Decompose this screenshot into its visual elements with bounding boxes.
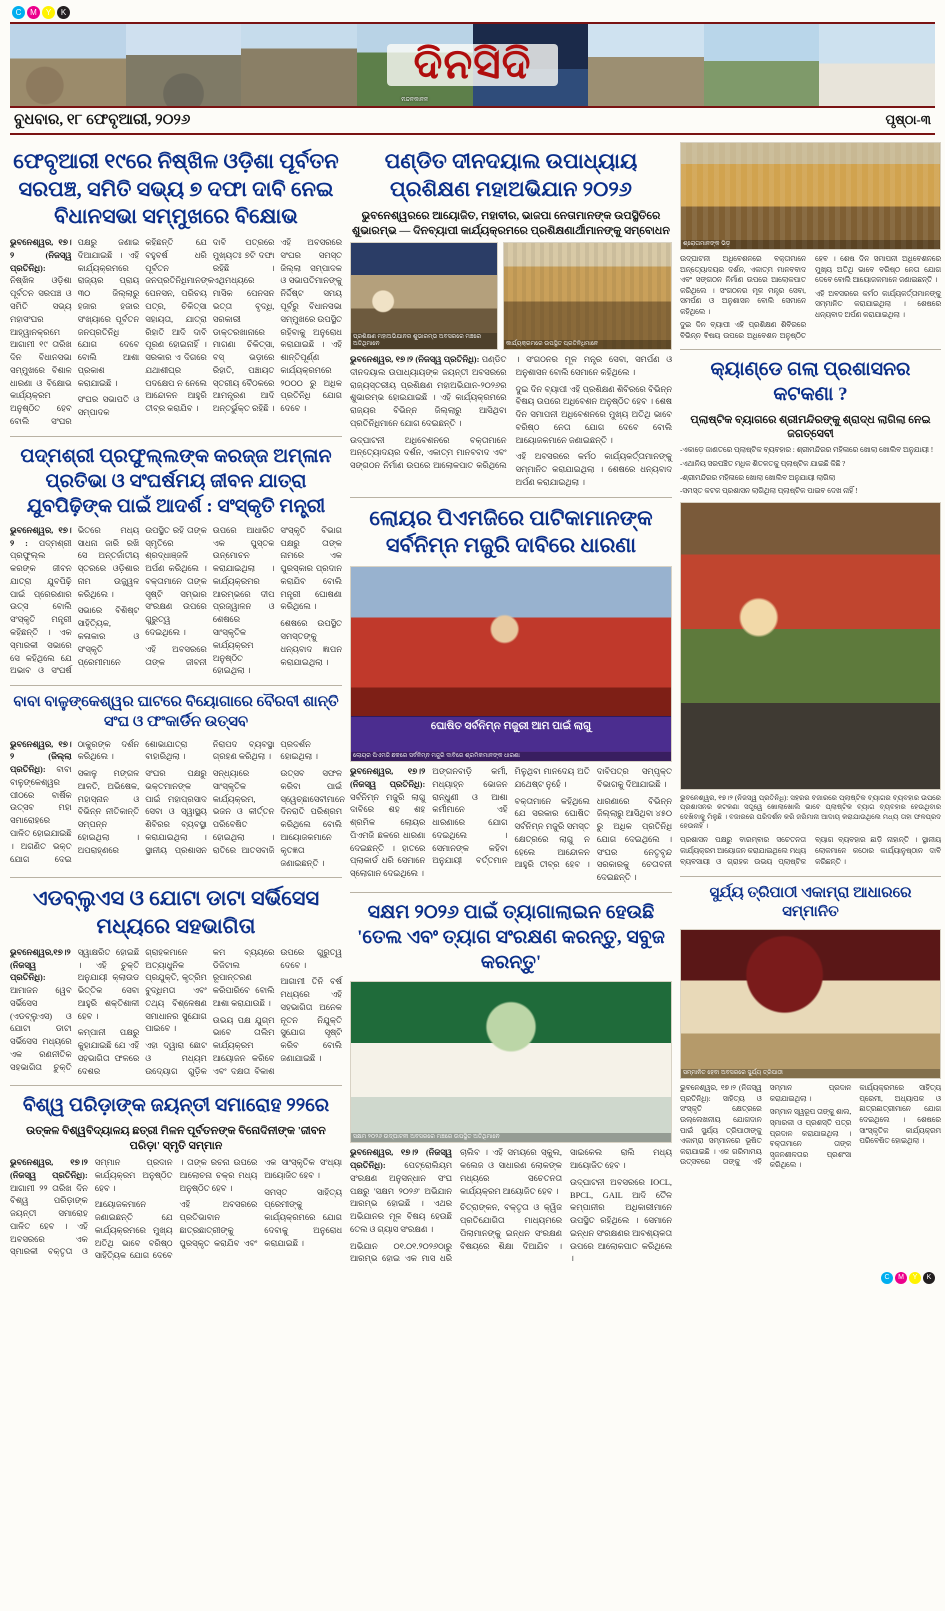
divider (10, 685, 342, 686)
market-plastic-photo (680, 502, 941, 790)
paragraph: ଉତ୍ସବ ସଫଳ କରିବା ପାଇଁ ସ୍ୱେଚ୍ଛାସେବୀମାନେ ଦିନରାତି ପରିଶ୍ରମ କରିଥିଲେ ବୋଲି ଆୟୋଜକମାନେ କୃତଜ୍ଞତା ଜଣାଇଛନ୍ତି । (280, 769, 345, 868)
masthead-photo-2 (126, 24, 242, 106)
divider (10, 436, 342, 437)
paragraph-text: ପଦ୍ମଶ୍ରୀ ପ୍ରଫୁଲ୍ଲ କରଙ୍କ ଜୀବନ ଯାତ୍ରା ଯୁବପିଢ଼ି ପାଇଁ ପ୍ରେରଣାର ଉତ୍ସ ବୋଲି ସଂସ୍କୃତି ମନ୍ତ୍ରୀ କହିଛନ୍ତି । ଏକ ସ୍ମାରକୀ ସଭାରେ ସେ କହିଥିଲେ ଯେ ଅଭାବ ଓ ସଂଘର୍ଷ ଭିତରେ ମଧ୍ୟ ସାଧନା ଜାରି ରଖି ସେ ଅନ୍ତର୍ଜାତୀୟ ସ୍ତରରେ ଓଡ଼ିଶାର ନାମ ଉଜ୍ଜ୍ୱଳ କରିଥିଲେ । (10, 525, 140, 676)
headline: ଲୋୟର ପିଏମଜିରେ ପାଟିକାମାନଙ୍କ ସର୍ବନିମ୍ନ ମଜୁରି ଦାବିରେ ଧାରଣା (369, 505, 653, 558)
cmyk-black-dot: K (57, 6, 70, 19)
photo-caption: କାର୍ଯ୍ୟକ୍ରମରେ ଉପସ୍ଥିତ ପ୍ରତିନିଧିମାନେ (504, 340, 671, 349)
saksham-dais-photo (350, 981, 672, 1143)
column-left (10, 142, 345, 1266)
dateline: ଭୁବନେଶ୍ୱର, ୧୭।୨ (ନିଜସ୍ୱ ପ୍ରତିନିଧି): (350, 355, 480, 365)
article-body (10, 947, 342, 1079)
masthead-photo-1 (10, 24, 126, 106)
headline: ସକ୍ଷମ ୨୦୨୬ ପାଇଁ ତ୍ୟାଗାଲାଇନ ହେଉଛି 'ତେଲ ଏବଂ ତ୍ୟାଗ ସଂରକ୍ଷଣ କରନ୍ତୁ, ସବୁଜ କରନ୍ତୁ' (357, 902, 665, 974)
masthead-photo-5 (473, 24, 589, 106)
masthead (10, 22, 935, 108)
cmyk-yellow-dot: Y (909, 1272, 921, 1284)
dindayal-continued (680, 254, 941, 342)
article-body (10, 1157, 342, 1263)
paragraph: ସମ୍ମାନ ସ୍ୱରୂପ ତାଙ୍କୁ ଶାଲ, ସ୍ମାରକୀ ଓ ପ୍ରଶସ୍ତି ପତ୍ର ପ୍ରଦାନ କରାଯାଇଥିଲା । ବକ୍ତାମାନେ ତାଙ୍କ ସୃଜନଶୀଳତାର ପ୍ରଶଂସା କରିଥିଲେ । (769, 1107, 852, 1170)
subheadline: ଉତ୍କଳ ବିଶ୍ୱବିଦ୍ୟାଳୟ ଛତ୍ରୀ ମିଳନ ପୂର୍ବତନଙ୍କ ବିନୋଦିନୀଙ୍କ 'ଜୀବନ ପରିଡ଼ା' ସ୍ମୃତି ସମ୍ମାନ (26, 1125, 326, 1152)
photo-caption: ସମ୍ମାନିତ ହେବା ଅବସରରେ ସୁର୍ଯ୍ୟ ତ୍ରିପାଠୀ (681, 1069, 940, 1078)
paragraph-text: ପେଟ୍ରୋଲିୟମ ସଂରକ୍ଷଣ ଅନୁସନ୍ଧାନ ସଂଘ ପକ୍ଷରୁ 'ସକ୍ଷମ ୨୦୨୬' ଅଭିଯାନ ଆରମ୍ଭ ହୋଇଛି । ଏଥର ଅଭିଯାନର ମୂଳ ବିଷୟ ହେଉଛି ତେଲ ଓ ଗ୍ୟାସ ସଂରକ୍ଷଣ । (350, 1161, 452, 1234)
headline: ଏଡବ୍ଲୁଏସ ଓ ଯୋଟା ଡାଟା ସର୍ଭିସେସ ମଧ୍ୟରେ ସହଭାଗିତା (32, 886, 320, 939)
paragraph: ଏହା ଦ୍ୱାରା ଛୋଟ ଓ ମଧ୍ୟମ ଉଦ୍ୟୋଗ ଗୁଡ଼ିକ କମ ବ୍ୟୟରେ ଡିଜିଟାଲ ରୂପାନ୍ତରଣ କରିପାରିବେ ବୋଲି ଆଶା କରାଯାଉଛି । (145, 947, 275, 1076)
paragraph (350, 1147, 452, 1236)
article-body (680, 835, 941, 868)
article-world-radio (10, 1093, 342, 1263)
divider (10, 1085, 342, 1086)
photo-caption: ଲୋୟର ପିଏମଜି ଛକରେ ସର୍ବନିମ୍ନ ମଜୁରି ଦାବିରେ ଶ୍ରମିକମାନଙ୍କ ଧାରଣା (351, 752, 671, 761)
bullet-item: -ଶ୍ରୀମନ୍ଦିରର ମହିଳାରେ ଖୋଲା ଖୋଲିବ ଅନୁଯାୟୀ ଲାଗିଲା (680, 472, 836, 482)
dateline: ଭୁବନେଶ୍ୱର, ୧୭।୨ (ନିଜସ୍ୱ ପ୍ରତିନିଧି): (350, 1148, 452, 1171)
article-youth (10, 444, 342, 678)
paragraph: ଏହି ଅବସରରେ ତାଙ୍କ ଜୀବନୀ ଉପରେ ଆଧାରିତ ଏକ ପୁସ୍ତକ ଉନ୍ମୋଚନ କରାଯାଇଥିଲା । କାର୍ଯ୍ୟକ୍ରମର ଆରମ୍ଭରେ ଦୀପ ପ୍ରଜ୍ୱାଳନ ଓ ଶେଷରେ ସାଂସ୍କୃତିକ କାର୍ଯ୍ୟକ୍ରମ ଅନୁଷ୍ଠିତ ହୋଇଥିଲା । (145, 525, 275, 676)
dateline: ଭୁବନେଶ୍ୱର, ୧୭।୨ (ନିଜସ୍ୱ ପ୍ରତିନିଧି): (10, 1158, 88, 1180)
paragraph: ଏହି ଅବସରରେ ପ୍ରତିଭାବାନ ଛାତ୍ରଛାତ୍ରୀଙ୍କୁ ପୁରସ୍କୃତ କରାଯିବ ଏବଂ ଏକ ସାଂସ୍କୃତିକ ସଂଧ୍ୟା ଆୟୋଜିତ ହେବ । (179, 1158, 342, 1248)
article-tripathi (680, 884, 941, 1171)
divider (10, 877, 342, 878)
bullet-item: -ସମସ୍ତ କଟକ ପ୍ରଶାସନ ଲାଗିଥିଲା ପ୍ଲାଷ୍ଟିକ ପାଇବ ଦେଖ ନାହିଁ ! (680, 486, 858, 496)
protest-photo (350, 566, 672, 762)
paragraph: ସମସ୍ତ ସାହିତ୍ୟ ପ୍ରେମୀଙ୍କୁ କାର୍ଯ୍ୟକ୍ରମରେ ଯୋଗ ଦେବାକୁ ଅନୁରୋଧ କରାଯାଇଛି । (264, 1187, 342, 1248)
article-baba (10, 693, 345, 870)
paragraph: କମ୍ପାନୀ ପକ୍ଷରୁ କୁହାଯାଇଛି ଯେ ଏହି ସହଭାଗିତା ଫଳରେ ଦେଶର ଗ୍ରାହକମାନେ ଅତ୍ୟାଧୁନିକ ପ୍ରଯୁକ୍ତି, କୃତ୍ରିମ ବୁଦ୍ଧିମତା ଏବଂ ତଥ୍ୟ ବିଶ୍ଳେଷଣ ସମାଧାନର ସୁଯୋଗ ପାଇବେ । (77, 947, 207, 1076)
paragraph (350, 354, 507, 431)
paragraph: ସଂସ୍କୃତି ବିଭାଗ ପକ୍ଷରୁ ତାଙ୍କ ନାମରେ ଏକ ପୁରସ୍କାର ପ୍ରଦାନ କରାଯିବ ବୋଲି ମନ୍ତ୍ରୀ ଘୋଷଣା କରିଥିଲେ । (280, 525, 342, 612)
felicitation-photo (680, 929, 941, 1079)
paragraph: ଏହି ଅବସରରେ କର୍ମଠ କାର୍ଯ୍ୟକର୍ତ୍ତାମାନଙ୍କୁ ସମ୍ମାନିତ କରାଯାଇଥିଲା । ଶେଷରେ ଧନ୍ୟବାଦ ଅର୍ପଣ କରାଯାଇଥିଲା । (815, 288, 941, 319)
article-body (350, 1147, 672, 1266)
article-lower-pmg (350, 505, 672, 885)
paragraph: ସନ୍ଧ୍ୟାରେ ସାଂସ୍କୃତିକ କାର୍ଯ୍ୟକ୍ରମ, ଭଜନ ଓ କୀର୍ତ୍ତନ ପରିବେଷିତ ହୋଇଥିଲା । ରାତିରେ ଆତସବାଜି ପ୍ରଦର୍ଶନ ହୋଇଥିଲା । (212, 739, 318, 855)
bullet-item: -ଏଥାନିୟ ସରପଞ୍ଚିତ ମଧିକ ଶିତଳତକୁ ପ୍ଲାଷ୍ଟିକ ଯାଇଛି କିଛି ? (680, 458, 846, 468)
paragraph: ଅଙ୍ଗନବାଡ଼ି କର୍ମୀ, ମଧ୍ୟାହ୍ନ ଭୋଜନ ରାନ୍ଧୁଣୀ ଓ ଆଶା କର୍ମୀମାନେ ଏହି ଧାରଣାରେ ଯୋଗ ଦେଇଥିଲେ । ସେମାନଙ୍କ କହିବା ଅନୁଯାୟୀ ବର୍ତ୍ତମାନ ମିଳୁଥିବା ମାନଦେୟ ଅତି ଯଥେଷ୍ଟ ନୁହେଁ । (432, 767, 590, 866)
paragraph-text: ପଣ୍ଡିତ ଦୀନଦୟାଲ ଉପାଧ୍ୟାୟଙ୍କ ଜୟନ୍ତୀ ଅବସରରେ ରାଜ୍ୟସ୍ତରୀୟ ପ୍ରଶିକ୍ଷଣ ମହାଅଭିଯାନ-୨୦୨୬ର ଶୁଭାରମ୍ଭ ହୋଇଯାଇଛି । ଏହି କାର୍ଯ୍ୟକ୍ରମରେ ରାଜ୍ୟର ବିଭିନ୍ନ ଜିଲ୍ଲାରୁ ଆସିଥିବା ପ୍ରତିନିଧିମାନେ ଯୋଗ ଦେଇଛନ୍ତି । (350, 355, 507, 428)
bullet-item: -ଏକାଡ଼େ ଜାଣତରେ ପ୍ଲାଷ୍ଟିକ ବ୍ୟବହାର : ଶ୍ରୀମନ୍ଦିରର ମହିଳାରେ ଖୋଲା ଖୋଲିବ ଅନୁଯାୟୀ ! (680, 445, 934, 455)
dateline: ଭୁବନେଶ୍ୱର, ୧୭।୨ (ନିଜସ୍ୱ ପ୍ରତିନିଧି): (350, 767, 426, 789)
paragraph: ଦାବି ପତ୍ରରେ ମୁଖ୍ୟତଃ ୭ଟି ଦଫା ରହିଛି । ଏଥିମଧ୍ୟରେ ମାସିକ ପେନସନ ଭତ୍ତା ବୃଦ୍ଧି, ସରକାରୀ ଡାକ୍ତରଖାନାରେ ମାଗଣା ଚିକିତ୍ସା, ବସ୍ ଭଡ଼ାରେ ରିହାତି, ପଞ୍ଚାୟତ ସ୍ତରୀୟ ବୈଠକରେ ଆମନ୍ତ୍ରଣ ଆଦି ଅନ୍ତର୍ଭୁକ୍ତ ରହିଛି । (212, 238, 275, 414)
audience-photo-2 (680, 142, 941, 250)
paragraph (350, 766, 425, 881)
subheadline: ପ୍ଲାଷ୍ଟିକ ବ୍ୟାଗରେ ଶ୍ରୀମନ୍ଦିରଙ୍କୁ ଶ୍ରାଦ୍ଧ ଲାଗିଲା ନେଇ ଜଗତ୍‌ସେବୀ (690, 413, 931, 441)
cmyk-magenta-dot: M (27, 6, 40, 19)
column-middle (350, 142, 672, 1266)
photo-caption: ପ୍ରଶିକ୍ଷଣ ମହାଅଭିଯାନର ଶୁଭାରମ୍ଭ ଅବସରରେ ମଞ୍ଚରେ ଅତିଥିମାନେ (351, 333, 497, 349)
dateline-bar (10, 108, 935, 135)
subheadline: ଭୁବନେଶ୍ୱରରେ ଆୟୋଜିତ, ମହାବୀର, ଭାଜପା ନେତାମାନଙ୍କ ଉପସ୍ଥିତିରେ ଶୁଭାରମ୍ଭ — ଦିନବ୍ୟାପୀ କାର୍ଯ୍ୟକ୍ରମରେ ପ୍ରଶିକ୍ଷଣାର୍ଥୀମାନଙ୍କୁ ସମ୍ବୋଧନ (352, 210, 670, 237)
paragraph: ଅଭିଯାନ ୦୧.୦୧.୨୦୨୬ଠାରୁ ଆରମ୍ଭ ହୋଇ ଏକ ମାସ ଧରି ଚାଲିବ । ଏହି ସମୟରେ ସ୍କୁଲ, କଲେଜ ଓ ସାଧାରଣ ଲୋକଙ୍କ ମଧ୍ୟରେ ସଚେତନତା କାର୍ଯ୍ୟକ୍ରମ ଆୟୋଜିତ ହେବ । (350, 1148, 562, 1264)
paragraph: ଉଦ୍‌ଘାଟନୀ ଅଧିବେଶନରେ ବକ୍ତାମାନେ ଅନ୍ତ୍ୟୋଦୟର ଦର୍ଶନ, ଏକାତ୍ମ ମାନବବାଦ ଏବଂ ସଙ୍ଗଠନ ନିର୍ମାଣ ଉପରେ ଆଲୋକପାତ କରିଥିଲେ । ସଂଗଠନର ମୂଳ ମନ୍ତ୍ର ସେବା, ସମର୍ପଣ ଓ ଅନୁଶାସନ ବୋଲି ସେମାନେ କହିଥିଲେ । (350, 355, 672, 471)
cmyk-cyan-dot: C (881, 1272, 893, 1284)
cmyk-registration-marks-top (12, 6, 935, 19)
cmyk-registration-marks-bottom (10, 1272, 935, 1284)
dateline: ଭୁବନେଶ୍ୱର, ୧୭।୨ (ଜିଲ୍ଲା ପ୍ରତିନିଧି): (10, 739, 72, 775)
headline: ସୁର୍ଯ୍ୟ ତ୍ରିପାଠୀ ଏକାମ୍ରା ଆଧାରରେ ସମ୍ମାନିତ (709, 884, 912, 921)
paragraph-text: ବାବା ବାଳୁଙ୍କେଶ୍ୱର ପୀଠରେ ବାର୍ଷିକ ଉତ୍ସବ ମହା ସମାରୋହରେ ପାଳିତ ହୋଇଯାଇଛି । ଅଗଣିତ ଭକ୍ତ ଯୋଗ ଦେଇ ଠାକୁରଙ୍କ ଦର୍ଶନ କରିଥିଲେ । (10, 739, 140, 864)
paragraph: ଦୁଇ ଦିନ ବ୍ୟାପୀ ଏହି ପ୍ରଶିକ୍ଷଣ ଶିବିରରେ ବିଭିନ୍ନ ବିଷୟ ଉପରେ ଅଧିବେଶନ ଅନୁଷ୍ଠିତ ହେବ । ଶେଷ ଦିନ ସମାପନୀ ଅଧିବେଶନରେ ମୁଖ୍ୟ ଅତିଥି ଭାବେ ବରିଷ୍ଠ ନେତା ଯୋଗ ଦେବେ ବୋଲି ଆୟୋଜକମାନେ ଜଣାଇଛନ୍ତି । (680, 254, 941, 341)
paragraph: ଆଗାମୀ ତିନି ବର୍ଷ ମଧ୍ୟରେ ଏହି ସହଭାଗିତା ଅନେକ ନୂତନ ନିଯୁକ୍ତି ସୁଯୋଗ ସୃଷ୍ଟି କରିବ ବୋଲି ଜଣାଯାଇଛି । (280, 977, 342, 1063)
paragraph: ଉଦ୍‌ଘାଟନୀ ଅଧିବେଶନରେ ବକ୍ତାମାନେ ଅନ୍ତ୍ୟୋଦୟର ଦର୍ଶନ, ଏକାତ୍ମ ମାନବବାଦ ଏବଂ ସଙ୍ଗଠନ ନିର୍ମାଣ ଉପରେ ଆଲୋକପାତ କରିଥିଲେ । ସଂଗଠନର ମୂଳ ମନ୍ତ୍ର ସେବା, ସମର୍ପଣ ଓ ଅନୁଶାସନ ବୋଲି ସେମାନେ କହିଥିଲେ । (680, 254, 806, 316)
masthead-photo-strip (10, 24, 935, 106)
paragraph: ଧାରଣାରେ ବିଭିନ୍ନ ଜିଲ୍ଲାରୁ ଆସିଥିବା ୪୫୦ ରୁ ଅଧିକ ପ୍ରତିନିଧି ଯୋଗ ଦେଇଥିଲେ । ସଂଘର ନେତୃବୃନ୍ଦ ସରକାରକୁ ଚେତାବନୀ ଦେଇଛନ୍ତି । (596, 796, 672, 883)
headline: ବିଶ୍ୱ ପରିଡ଼ାଙ୍କ ଜୟନ୍ତୀ ସମାରୋହ ୨୨ରେ (22, 1095, 330, 1117)
cmyk-cyan-dot: C (12, 6, 25, 19)
article-gas-day (350, 900, 672, 1266)
paragraph: ସଭାରେ ବିଶିଷ୍ଟ ସାହିତ୍ୟିକ, କଳାକାର ଓ ସଂସ୍କୃତି ପ୍ରେମୀମାନେ ଉପସ୍ଥିତ ରହି ତାଙ୍କ ସ୍ମୃତିରେ ଶ୍ରଦ୍ଧାଞ୍ଜଳି ଅର୍ପଣ କରିଥିଲେ । ବକ୍ତାମାନେ ତାଙ୍କ ସୃଷ୍ଟି ସମ୍ଭାର ସଂରକ୍ଷଣ ଉପରେ ଗୁରୁତ୍ୱ ଦେଇଥିଲେ । (77, 525, 207, 667)
dindayal-photo-row (350, 242, 672, 350)
masthead-photo-7 (704, 24, 820, 106)
paragraph: ଆୟୋଜକମାନେ ଜଣାଇଛନ୍ତି ଯେ କାର୍ଯ୍ୟକ୍ରମରେ ମୁଖ୍ୟ ଅତିଥି ଭାବେ ବରିଷ୍ଠ ସାହିତ୍ୟିକ ଯୋଗ ଦେବେ । ତାଙ୍କ ରଚନା ଉପରେ ଆଲୋଚନା ଚକ୍ର ମଧ୍ୟ ଅନୁଷ୍ଠିତ ହେବ । (94, 1158, 258, 1261)
paragraph: ଏହି ଅବସରରେ କର୍ମଠ କାର୍ଯ୍ୟକର୍ତ୍ତାମାନଙ୍କୁ ସମ୍ମାନିତ କରାଯାଇଥିଲା । ଶେଷରେ ଧନ୍ୟବାଦ ଅର୍ପଣ କରାଯାଇଥିଲା । (515, 452, 672, 487)
headline: ପଣ୍ଡିତ ଦୀନଦୟାଲ ଉପାଧ୍ୟାୟ ପ୍ରଶିକ୍ଷଣ ମହାଅଭିଯାନ ୨୦୨୬ (384, 149, 638, 201)
audience-photo-1 (503, 242, 672, 350)
paragraph-text: ନିଷ୍ଖିଳ ଓଡ଼ିଶା ପୂର୍ବତନ ସରପଞ୍ଚ ଓ ସମିତି ସଭ୍ୟ ମହାସଂଘର ଆହ୍ୱାନକ୍ରମେ ଆଗାମୀ ୧୯ ତାରିଖ ଦିନ ବିଧାନସଭା ସମ୍ମୁଖରେ ବିଶାଳ ଧାରଣା ଓ ବିକ୍ଷୋଭ କାର୍ଯ୍ୟକ୍ରମ ଅନୁଷ୍ଠିତ ହେବ ବୋଲି ସଂଘର ପକ୍ଷରୁ ଜଣାଇ ଦିଆଯାଇଛି । ଏହି କାର୍ଯ୍ୟକ୍ରମରେ ରାଜ୍ୟର ପ୍ରାୟ ୩୦ ଜିଲ୍ଲାରୁ ହଜାର ହଜାର ସଂଖ୍ୟାରେ ପୂର୍ବତନ ଜନପ୍ରତିନିଧି ଯୋଗ ଦେବେ ବୋଲି ଆଶା ପ୍ରକାଶ କରାଯାଇଛି । (10, 238, 140, 426)
headline: ବାବା ବାଳୁଙ୍କେଶ୍ୱର ଘାଟରେ ବିୟୋଗାରେ ବୈରବୀ ଶାନ୍ତି ସଂଘ ଓ ଫଂକାର୍ଡିନ ଉତ୍ସବ (13, 694, 339, 730)
page-columns (10, 142, 941, 1266)
paragraph-text: ସାହିତ୍ୟ ଓ ସଂସ୍କୃତି କ୍ଷେତ୍ରରେ ଉଲ୍ଲେଖନୀୟ ଯୋଗଦାନ ପାଇଁ ସୁର୍ଯ୍ୟ ତ୍ରିପାଠୀଙ୍କୁ ଏକାମ୍ରା ସମ୍ମାନରେ ଭୂଷିତ କରାଯାଇଛି । ଏକ ଗରିମାମୟ ଉତ୍ସବରେ ତାଙ୍କୁ ଏହି ସମ୍ମାନ ପ୍ରଦାନ କରାଯାଇଥିଲା । (680, 1083, 852, 1167)
photo-caption: ଶ୍ରୋତାମାନଙ୍କ ଭିଡ଼ (681, 240, 940, 249)
cmyk-black-dot: K (923, 1272, 935, 1284)
article-body (10, 739, 345, 871)
dateline: ଭୁବନେଶ୍ୱର, ୧୭।୨ : (10, 525, 72, 548)
paragraph: ସକାଳୁ ମଙ୍ଗଳ ଆଳତି, ଅଭିଷେକ, ମହାସ୍ନାନ ଓ ବିଭିନ୍ନ ନୀତିକାନ୍ତି ସମ୍ପନ୍ନ ହୋଇଥିଲା । ଅପରାହ୍ଣରେ ଶୋଭାଯାତ୍ରା ବାହାରିଥିଲା । (77, 739, 188, 855)
photo-caption: ଭୁବନେଶ୍ୱର, ୧୭।୨ (ନିଜସ୍ୱ ପ୍ରତିନିଧି): ସହରର ବଜାରରେ ପ୍ଲାଷ୍ଟିକ ବ୍ୟାଗର ବ୍ୟବହାର ଉପରେ ପ୍ରଶାସନର କଟକଣା ସତ୍ତ୍ୱେ ଖୋଲାଖୋଲି ଭାବେ ପ୍ଲାଷ୍ଟିକ ବ୍ୟାଗ ବ୍ୟବହାର ହେଉଥିବାର ଦେଖିବାକୁ ମିଳୁଛି । ବଜାରରେ ପରିଦର୍ଶନ କରି ଜରିମାନା ଆଦାୟ କରାଯାଉଥିଲେ ମଧ୍ୟ ତାହା ଫଳପ୍ରଦ ହେଉନାହିଁ । (680, 793, 941, 830)
divider (680, 876, 941, 877)
publication-date: ବୁଧବାର, ୧୮ ଫେବୃଆରୀ, ୨୦୨୬ (14, 112, 191, 128)
paragraph-text: ଆଗାମୀ ୨୨ ତାରିଖ ଦିନ ବିଶ୍ୱ ପରିଡ଼ାଙ୍କ ଜୟନ୍ତୀ ସମାରୋହ ପାଳିତ ହେବ । ଏହି ଅବସରରେ ଏକ ସ୍ମାରକୀ ବକ୍ତୃତା ଓ ସମ୍ମାନ ପ୍ରଦାନ କାର୍ଯ୍ୟକ୍ରମ ଅନୁଷ୍ଠିତ ହେବ । (10, 1158, 173, 1257)
dateline: ଭୁବନେଶ୍ୱର,୧୭।୨ (ନିଜସ୍ୱ ପ୍ରତିନିଧି): (10, 947, 71, 983)
newspaper-title: ଦିନସିଦି (413, 42, 532, 88)
article-body (350, 766, 672, 885)
market-bullets (680, 445, 941, 496)
paragraph-text: ଆମାଜନ ୱେବ ସର୍ଭିସେସ (ଏଡବ୍ଲୁଏସ) ଓ ଯୋଟା ଡାଟା ସର୍ଭିସେସ ମଧ୍ୟରେ ଏକ ରଣନୀତିକ ସହଭାଗିତା ଚୁକ୍ତି ସ୍ୱାକ୍ଷରିତ ହୋଇଛି । ଏହି ଚୁକ୍ତି ଅନୁଯାୟୀ କ୍ଲାଉଡ ଭିତ୍ତିକ ସେବା ଆହୁରି ଶକ୍ତିଶାଳୀ ହେବ । (10, 947, 140, 1072)
dais-photo (350, 242, 498, 350)
paragraph: ପ୍ରଶାସନ ପକ୍ଷରୁ ବାରମ୍ବାର ସଚେତନତା କାର୍ଯ୍ୟକ୍ରମ ଆୟୋଜନ କରାଯାଇଥିଲେ ମଧ୍ୟ ବ୍ୟବସାୟୀ ଓ ଗ୍ରାହକ ଉଭୟ ପ୍ଲାଷ୍ଟିକ ବ୍ୟାଗ ବ୍ୟବହାର ଛାଡ଼ି ନାହାନ୍ତି । ସ୍ଥାନୀୟ ଲୋକମାନେ କଠୋର କାର୍ଯ୍ୟାନୁଷ୍ଠାନ ଦାବି କରିଛନ୍ତି । (680, 835, 941, 866)
masthead-photo-6 (588, 24, 704, 106)
divider (680, 349, 941, 350)
masthead-photo-nandankanan: ନନ୍ଦନକାନନ (357, 24, 473, 106)
headline: କ୍ୟାଣ୍ଡେ ଗଲା ପ୍ରଶାସନର କଟକଣା ? (710, 358, 911, 405)
paragraph: ଉଦ୍‌ଘାଟନୀ ଅବସରରେ IOCL, BPCL, GAIL ଆଦି ତୈଳ କମ୍ପାନୀର ଅଧିକାରୀମାନେ ଉପସ୍ଥିତ ରହିଥିଲେ । ସେମାନେ ଇନ୍ଧନ ସଂରକ୍ଷଣର ଆବଶ୍ୟକତା ଉପରେ ଆଲୋକପାତ କରିଥିଲେ । (570, 1177, 672, 1264)
article-sarpanch (10, 148, 342, 429)
dindayal-body (350, 354, 672, 490)
paragraph: ଚିତ୍ରାଙ୍କନ, ବକ୍ତୃତା ଓ କ୍ୱିଜ ପ୍ରତିଯୋଗିତା ମାଧ୍ୟମରେ ପିଲାମାନଙ୍କୁ ଇନ୍ଧନ ସଂରକ୍ଷଣ ବିଷୟରେ ଶିକ୍ଷା ଦିଆଯିବ । ସାଇକେଲ ରାଲି ମଧ୍ୟ ଆୟୋଜିତ ହେବ । (460, 1148, 672, 1251)
paragraph: ଉଭୟ ପକ୍ଷ ଯୁଗ୍ମ ଭାବେ ତାଲିମ କାର୍ଯ୍ୟକ୍ରମ ଆୟୋଜନ କରିବେ ଏବଂ ଦକ୍ଷତା ବିକାଶ ଉପରେ ଗୁରୁତ୍ୱ ଦେବେ । (212, 947, 342, 1076)
dateline: ଭୁବନେଶ୍ୱର, ୧୭।୨ (ନିଜସ୍ୱ ପ୍ରତିନିଧି): (680, 1083, 762, 1103)
article-body (10, 237, 342, 428)
article-dindayal (350, 148, 672, 238)
paragraph: ସଂଘର ସଭାପତି ଓ ସମ୍ପାଦକ କହିଛନ୍ତି ଯେ ବହୁବର୍ଷ ଧରି ପୂର୍ବତନ ଜନପ୍ରତିନିଧିମାନଙ୍କ ପେନସନ, ପରିଚୟ ପତ୍ର, ଚିକିତ୍ସା ସହାୟତା, ଯାତ୍ରା ରିହାତି ଆଦି ଦାବି ପୂରଣ ହୋଇନାହିଁ । ସରକାର ଏ ଦିଗରେ ଯଥାଶୀଘ୍ର ପଦକ୍ଷେପ ନ ନେଲେ ଆନ୍ଦୋଳନ ଆହୁରି ତୀବ୍ର କରାଯିବ । (77, 238, 214, 418)
article-body (10, 525, 342, 678)
paragraph: ଶେଷରେ ଉପସ୍ଥିତ ସମସ୍ତଙ୍କୁ ଧନ୍ୟବାଦ ଜ୍ଞାପନ କରାଯାଇଥିଲା । (280, 619, 342, 667)
divider (350, 892, 672, 893)
dateline: ଭୁବନେଶ୍ୱର, ୧୭।୨ (ନିଜସ୍ୱ ପ୍ରତିନିଧି): (10, 238, 72, 273)
cmyk-yellow-dot: Y (42, 6, 55, 19)
column-right (680, 142, 941, 1266)
photo-caption: ସକ୍ଷମ ୨୦୨୬ ଉଦ୍‌ଘାଟନୀ ଅବସରରେ ମଞ୍ଚରେ ଉପସ୍ଥିତ ଅତିଥିମାନେ (351, 1133, 671, 1142)
cmyk-magenta-dot: M (895, 1272, 907, 1284)
divider (350, 497, 672, 498)
masthead-photo-3 (241, 24, 357, 106)
headline: ଫେବୃଆରୀ ୧୯ରେ ନିଷ୍ଖିଳ ଓଡ଼ିଶା ପୂର୍ବତନ ସରପଞ୍ଚ, ସମିତି ସଭ୍ୟ ୭ ଦଫା ଦାବି ନେଇ ବିଧାନସଭା ସମ୍ମୁଖରେ ବିକ୍ଷୋଭ (13, 149, 339, 229)
paragraph: ଏହି ଅବସରରେ ସଂଘର ସମସ୍ତ ଜିଲ୍ଲା ସମ୍ପାଦକ ଓ ସଭାପତିମାନଙ୍କୁ ନିର୍ଦ୍ଦିଷ୍ଟ ସମୟ ପୂର୍ବରୁ ବିଧାନସଭା ସମ୍ମୁଖରେ ଉପସ୍ଥିତ ରହିବାକୁ ଅନୁରୋଧ କରାଯାଇଛି । ଏହି ଶାନ୍ତିପୂର୍ଣ୍ଣ କାର୍ଯ୍ୟକ୍ରମରେ ୨୦୦୦ ରୁ ଅଧିକ ପ୍ରତିନିଧି ଯୋଗ ଦେବେ । (280, 238, 342, 414)
masthead-photo-8 (819, 24, 935, 106)
paragraph: ଦୁଇ ଦିନ ବ୍ୟାପୀ ଏହି ପ୍ରଶିକ୍ଷଣ ଶିବିରରେ ବିଭିନ୍ନ ବିଷୟ ଉପରେ ଅଧିବେଶନ ଅନୁଷ୍ଠିତ ହେବ । ଶେଷ ଦିନ ସମାପନୀ ଅଧିବେଶନରେ ମୁଖ୍ୟ ଅତିଥି ଭାବେ ବରିଷ୍ଠ ନେତା ଯୋଗ ଦେବେ ବୋଲି ଆୟୋଜକମାନେ ଜଣାଇଛନ୍ତି । (515, 384, 672, 445)
article-market (680, 357, 941, 869)
page-number-label: ପୃଷ୍ଠା-୩ (885, 112, 931, 127)
article-body (680, 1083, 941, 1171)
article-aws (10, 885, 342, 1078)
headline: ପଦ୍ମଶ୍ରୀ ପ୍ରଫୁଲ୍ଲଙ୍କ କରଜ୍ଜ ଅମ୍ଳାନ ପ୍ରତିଭା ଓ ସଂଘର୍ଷମୟ ଜୀବନ ଯାତ୍ରା ଯୁବପିଢ଼ିଙ୍କ ପାଇଁ ଆଦର୍ଶ : ସଂସ୍କୃତି ମନ୍ତ୍ରୀ (20, 445, 332, 517)
paragraph: କାର୍ଯ୍ୟକ୍ରମରେ ସାହିତ୍ୟ ପ୍ରେମୀ, ଅଧ୍ୟାପକ ଓ ଛାତ୍ରଛାତ୍ରୀମାନେ ଯୋଗ ଦେଇଥିଲେ । ଶେଷରେ ସାଂସ୍କୃତିକ କାର୍ଯ୍ୟକ୍ରମ ପରିବେଷିତ ହୋଇଥିଲା । (859, 1083, 941, 1146)
paragraph-text: ସର୍ବନିମ୍ନ ମଜୁରି ଲାଗୁ ଦାବିରେ ଶହ ଶହ ଶ୍ରମିକ ଲୋୟର ପିଏମଜି ଛକରେ ଧାରଣା ଦେଇଛନ୍ତି । ହାତରେ ପ୍ଲାକାର୍ଡ ଧରି ସେମାନେ ସ୍ଲୋଗାନ ଦେଇଥିଲେ । (350, 792, 426, 879)
paragraph: ବକ୍ତାମାନେ କହିଥିଲେ ଯେ ସରକାର ଘୋଷିତ ସର୍ବନିମ୍ନ ମଜୁରି ସମସ୍ତ କ୍ଷେତ୍ରରେ ଲାଗୁ ନ ହେଲେ ଆନ୍ଦୋଳନ ଆହୁରି ତୀବ୍ର ହେବ । ଦାବିପତ୍ର ସମ୍ପୃକ୍ତ ବିଭାଗକୁ ଦିଆଯାଇଛି । (514, 767, 672, 870)
paragraph: ସଂଘର ପକ୍ଷରୁ ଭକ୍ତମାନଙ୍କ ପାଇଁ ମହାପ୍ରସାଦ ସେବା ଓ ସ୍ୱାସ୍ଥ୍ୟ ଶିବିରର ବ୍ୟବସ୍ଥା କରାଯାଇଥିଲା । ସ୍ଥାନୀୟ ପ୍ରଶାସନ ନିରାପଦ ବ୍ୟବସ୍ଥା ଗ୍ରହଣ କରିଥିଲା । (145, 739, 275, 855)
protest-banner-text: ଘୋଷିତ ସର୍ବନିମ୍ନ ମଜୁରୀ ଆମ ପାଇଁ ଲାଗୁ (351, 717, 671, 751)
